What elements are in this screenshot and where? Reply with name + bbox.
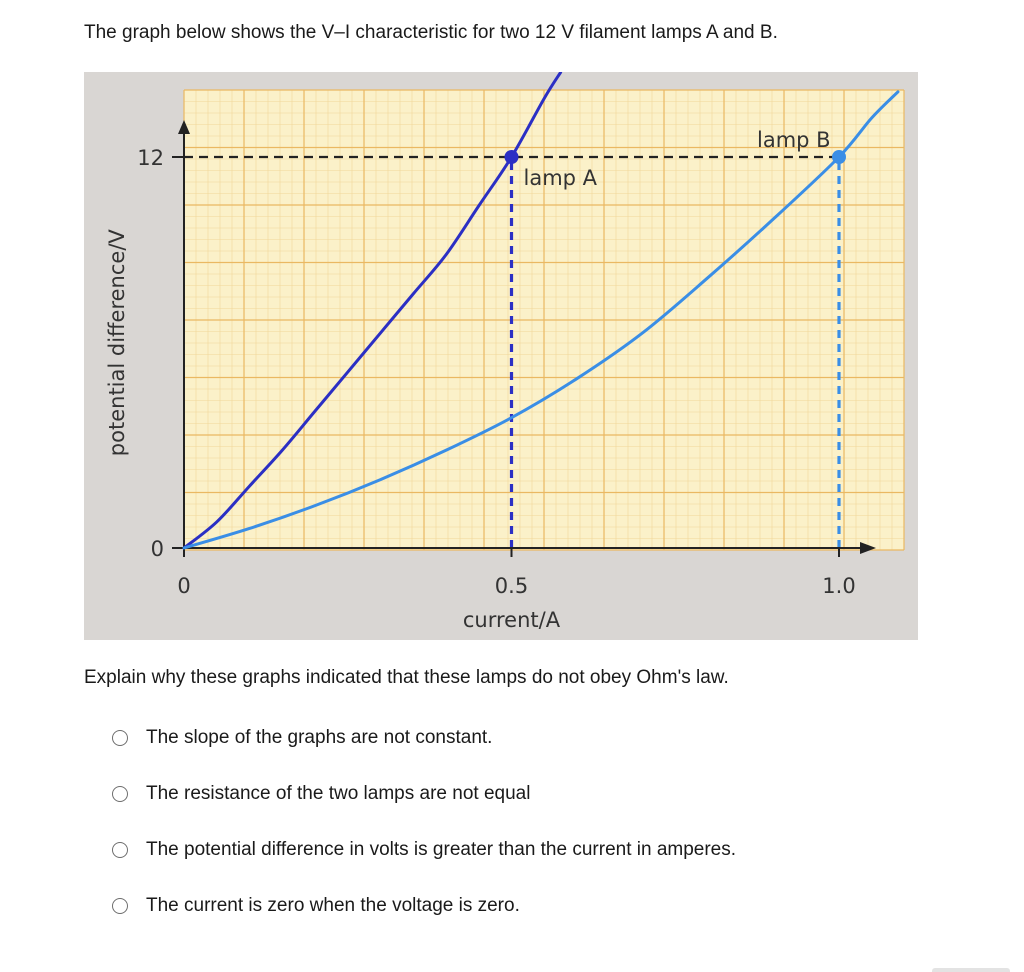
answer-option-label: The resistance of the two lamps are not equal <box>146 783 531 804</box>
answer-options <box>112 722 736 946</box>
data-point-lamp-a <box>505 150 519 164</box>
answer-option-label: The current is zero when the voltage is zero. <box>146 895 520 916</box>
chart-panel <box>84 72 918 640</box>
x-tick-label: 0.5 <box>494 574 529 598</box>
y-axis-label: potential difference/V <box>105 229 129 457</box>
y-tick-label: 12 <box>137 146 164 170</box>
data-point-lamp-b <box>832 150 846 164</box>
annotation-lamp-a: lamp A <box>523 166 598 190</box>
answer-option-label: The potential difference in volts is greater than the current in amperes. <box>146 839 737 860</box>
answer-option-2[interactable] <box>112 778 736 810</box>
radio-button-icon[interactable] <box>112 730 128 746</box>
vi-chart <box>84 72 918 640</box>
x-tick-label: 1.0 <box>822 574 856 598</box>
radio-button-icon[interactable] <box>112 786 128 802</box>
radio-button-icon[interactable] <box>112 842 128 858</box>
x-axis-label: current/A <box>462 608 561 632</box>
answer-option-1[interactable] <box>112 722 736 754</box>
answer-option-label: The slope of the graphs are not constant. <box>146 727 493 748</box>
y-tick-label: 0 <box>150 537 164 561</box>
radio-button-icon[interactable] <box>112 898 128 914</box>
answer-option-4[interactable] <box>112 890 736 922</box>
annotation-lamp-b: lamp B <box>757 128 831 152</box>
question-prompt: Explain why these graphs indicated that these lamps do not obey Ohm's law. <box>84 667 729 688</box>
scroll-tab <box>932 968 1010 972</box>
question-intro: The graph below shows the V–I characteristic for two 12 V filament lamps A and B. <box>84 22 778 43</box>
x-tick-label: 0 <box>177 574 191 598</box>
answer-option-3[interactable] <box>112 834 736 866</box>
